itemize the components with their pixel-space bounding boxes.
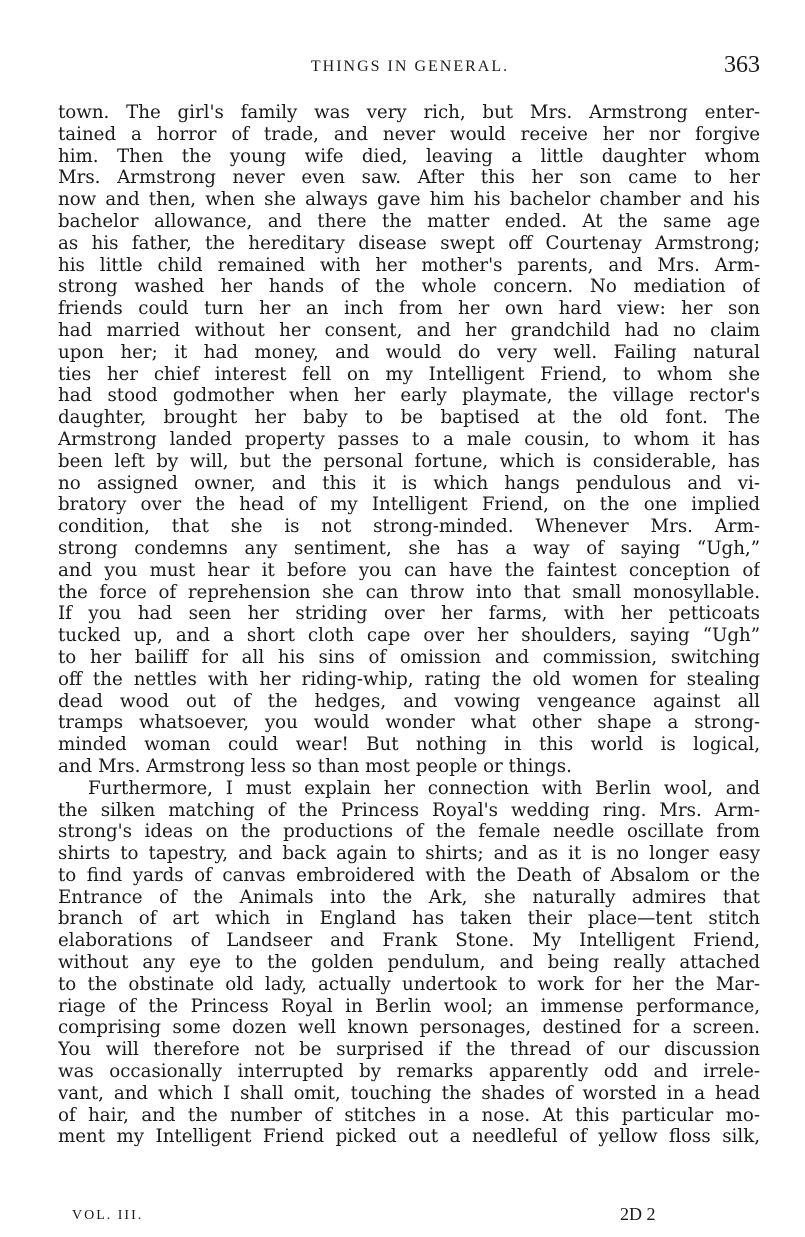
running-title: THINGS IN GENERAL.: [310, 58, 510, 75]
text-line: Mrs. Armstrong never even saw. After this her son came to her: [58, 167, 760, 189]
text-line: off the nettles with her riding-whip, rating the old women for stealing: [58, 668, 760, 690]
text-line: tained a horror of trade, and never would receive her nor forgive: [58, 123, 760, 145]
text-line: was occasionally interrupted by remarks apparently odd and irrele-: [58, 1061, 760, 1083]
text-line: of hair, and the number of stitches in a nose. At this particular mo-: [58, 1104, 760, 1126]
page-number: 363: [724, 52, 760, 78]
text-line: You will therefore not be surprised if the thread of our discussion: [58, 1039, 760, 1061]
text-line: riage of the Princess Royal in Berlin wool; an immense performance,: [58, 995, 760, 1017]
volume-label: VOL. III.: [72, 1208, 144, 1223]
text-line: strong's ideas on the productions of the female needle oscillate from: [58, 821, 760, 843]
text-line: to her bailiff for all his sins of omission and commission, switching: [58, 646, 760, 668]
text-line: to the obstinate old lady, actually undertook to work for her the Mar-: [58, 973, 760, 995]
text-line: strong washed her hands of the whole concern. No mediation of: [58, 276, 760, 298]
text-line: daughter, brought her baby to be baptised at the old font. The: [58, 407, 760, 429]
text-line: bachelor allowance, and there the matter ended. At the same age: [58, 210, 760, 232]
text-line: If you had seen her striding over her farms, with her petticoats: [58, 603, 760, 625]
page-footer: [72, 1204, 672, 1232]
text-line: now and then, when she always gave him his bachelor chamber and his: [58, 189, 760, 211]
text-line: minded woman could wear! But nothing in this world is logical,: [58, 734, 760, 756]
signature-mark: 2D 2: [620, 1204, 656, 1224]
text-line: ment my Intelligent Friend picked out a needleful of yellow floss silk,: [58, 1126, 760, 1148]
text-line: strong condemns any sentiment, she has a way of saying “Ugh,”: [58, 537, 760, 559]
text-line: to find yards of canvas embroidered with the Death of Absalom or the: [58, 864, 760, 886]
text-line: and you must hear it before you can have the faintest conception of: [58, 559, 760, 581]
text-line: branch of art which in England has taken their place—tent stitch: [58, 908, 760, 930]
text-line: tramps whatsoever, you would wonder what other shape a strong-: [58, 712, 760, 734]
paragraph-end-line: and Mrs. Armstrong less so than most people or things.: [58, 755, 572, 777]
text-line: condition, that she is not strong-minded. Whenever Mrs. Arm-: [58, 516, 760, 538]
paragraph-start-line: Furthermore, I must explain her connection with Berlin wool, and: [88, 777, 760, 799]
text-line: comprising some dozen well known personages, destined for a screen.: [58, 1017, 760, 1039]
running-header: [60, 52, 760, 86]
text-line: tucked up, and a short cloth cape over her shoulders, saying “Ugh”: [58, 625, 760, 647]
text-line: friends could turn her an inch from her own hard view: her son: [58, 298, 760, 320]
text-line: been left by will, but the personal fortune, which is considerable, has: [58, 450, 760, 472]
text-line: had married without her consent, and her grandchild had no claim: [58, 319, 760, 341]
text-line: Entrance of the Animals into the Ark, she naturally admires that: [58, 886, 760, 908]
body-text: [58, 102, 760, 1148]
text-line: upon her; it had money, and would do very well. Failing natural: [58, 341, 760, 363]
text-line: vant, and which I shall omit, touching the shades of worsted in a head: [58, 1082, 760, 1104]
text-line: Armstrong landed property passes to a male cousin, to whom it has: [58, 428, 760, 450]
text-line: shirts to tapestry, and back again to shirts; and as it is no longer easy: [58, 843, 760, 865]
text-line: as his father, the hereditary disease swept off Courtenay Armstrong;: [58, 232, 760, 254]
text-line: ties her chief interest fell on my Intelligent Friend, to whom she: [58, 363, 760, 385]
text-line: bratory over the head of my Intelligent Friend, on the one implied: [58, 494, 760, 516]
text-line: town. The girl's family was very rich, but Mrs. Armstrong enter-: [58, 102, 760, 123]
text-line: without any eye to the golden pendulum, and being really attached: [58, 952, 760, 974]
text-line: his little child remained with her mother's parents, and Mrs. Arm-: [58, 254, 760, 276]
text-line: had stood godmother when her early playmate, the village rector's: [58, 385, 760, 407]
text-line: no assigned owner, and this it is which hangs pendulous and vi-: [58, 472, 760, 494]
text-line: dead wood out of the hedges, and vowing vengeance against all: [58, 690, 760, 712]
text-line: him. Then the young wife died, leaving a little daughter whom: [58, 145, 760, 167]
text-line: the silken matching of the Princess Royal's wedding ring. Mrs. Arm-: [58, 799, 760, 821]
text-line: the force of reprehension she can throw into that small monosyllable.: [58, 581, 760, 603]
text-line: elaborations of Landseer and Frank Stone. My Intelligent Friend,: [58, 930, 760, 952]
